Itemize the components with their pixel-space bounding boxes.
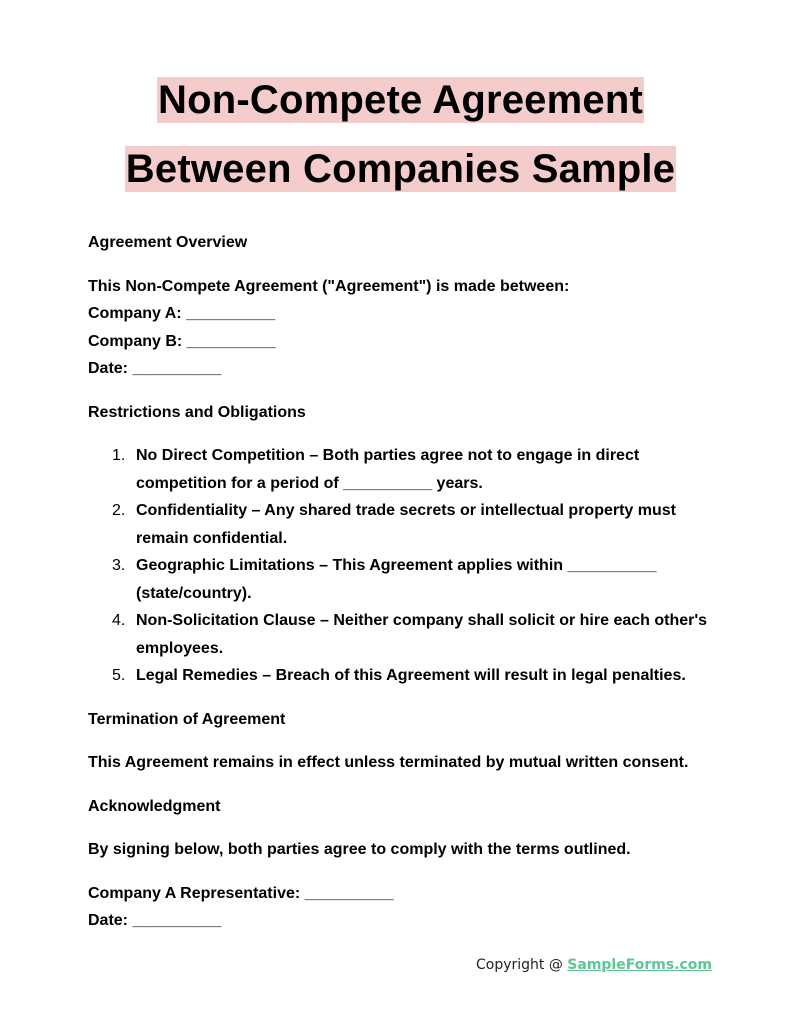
signature-date-field: Date: __________ [88, 912, 222, 929]
copyright-text: Copyright @ [475, 957, 568, 973]
restrictions-list [88, 442, 718, 690]
list-item: 1. No Direct Competition – Both parties agree not to engage in direct competition for a period of __________ years. [112, 447, 640, 492]
overview-intro: This Non-Compete Agreement ("Agreement") is made between: [88, 277, 570, 295]
section-heading-restrictions: Restrictions and Obligations [88, 403, 306, 421]
termination-text: This Agreement remains in effect unless terminated by mutual written consent. [88, 754, 689, 771]
section-heading-acknowledgment: Acknowledgment [88, 797, 221, 815]
section-heading-termination: Termination of Agreement [88, 710, 286, 728]
representative-field: Company A Representative: __________ [88, 884, 394, 902]
document-body [88, 229, 718, 935]
document-title [0, 77, 801, 192]
acknowledgment-text: By signing below, both parties agree to comply with the terms outlined. [88, 841, 631, 858]
list-item: 5. Legal Remedies – Breach of this Agreement will result in legal penalties. [112, 667, 686, 684]
list-item: 4. Non-Solicitation Clause – Neither company shall solicit or hire each other's employees. [112, 612, 708, 657]
title-line-1: Non-Compete Agreement [158, 78, 643, 122]
company-b-field: Company B: __________ [88, 332, 276, 350]
sampleforms-link[interactable]: SampleForms.com [567, 957, 712, 973]
list-item: 3. Geographic Limitations – This Agreement applies within __________ (state/country). [112, 557, 657, 602]
section-heading-overview: Agreement Overview [88, 234, 248, 251]
list-item: 2. Confidentiality – Any shared trade secrets or intellectual property must remain confidential. [112, 502, 676, 547]
copyright-footer [476, 957, 712, 973]
overview-date-field: Date: __________ [88, 360, 222, 377]
title-line-2: Between Companies Sample [125, 147, 676, 191]
company-a-field: Company A: __________ [88, 305, 276, 322]
